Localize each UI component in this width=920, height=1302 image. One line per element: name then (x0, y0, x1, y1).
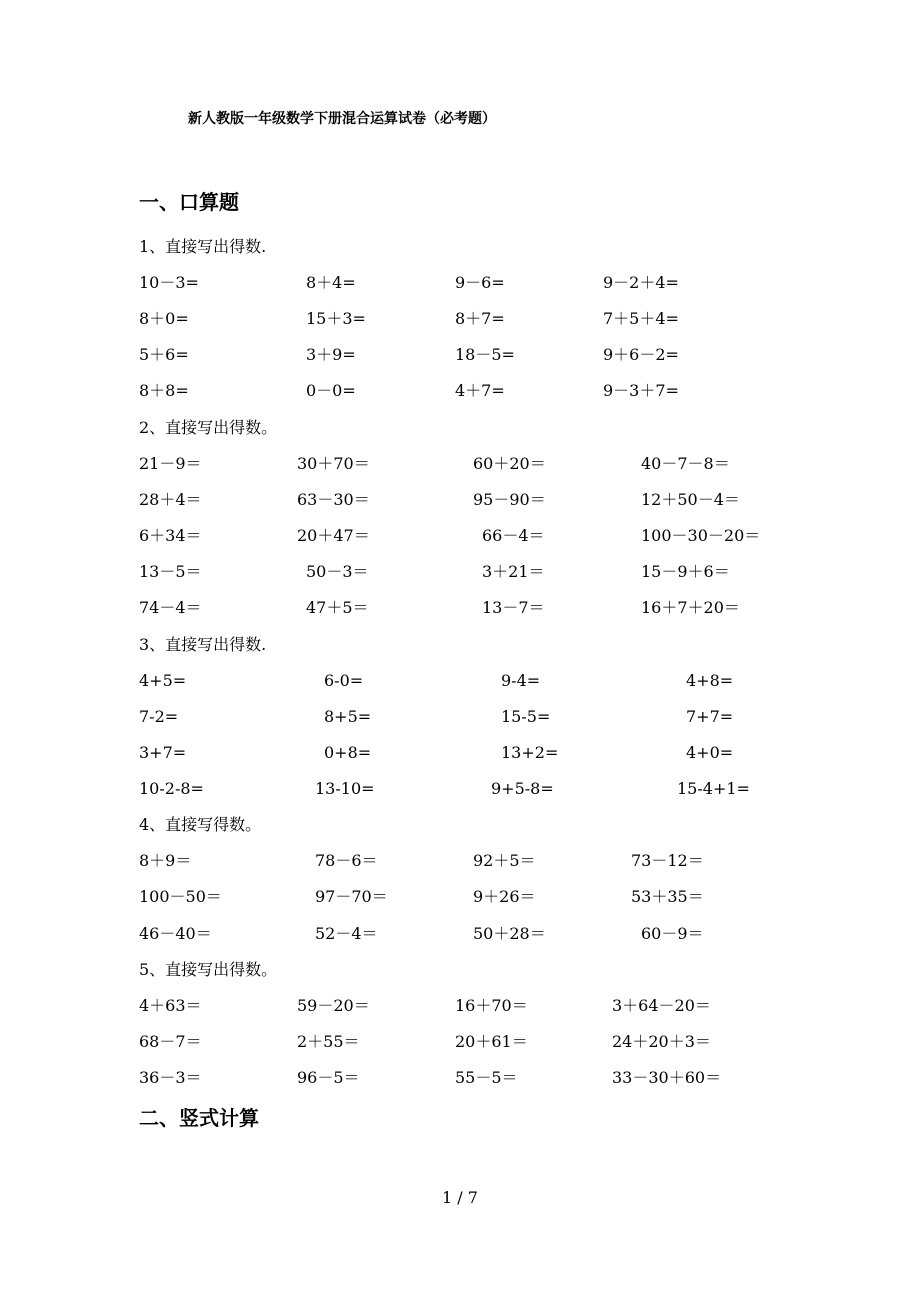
problem-cell: 18－5= (455, 345, 515, 364)
problem-cell: 6＋34＝ (139, 526, 202, 545)
problem-row (0, 309, 920, 329)
problem-cell: 15－9＋6＝ (641, 562, 730, 581)
problem-cell: 28＋4＝ (139, 490, 202, 509)
problem-cell: 8+5= (324, 707, 372, 726)
problem-cell: 46－40＝ (139, 924, 212, 943)
problem-cell: 4+5= (139, 671, 187, 690)
problem-cell: 50－3＝ (306, 562, 369, 581)
page-number: 1 / 7 (442, 1188, 478, 1207)
problem-cell: 21－9＝ (139, 454, 202, 473)
section-heading-oral: 一、口算题 (139, 190, 239, 214)
problem-cell: 92＋5＝ (473, 851, 536, 870)
problem-cell: 63－30＝ (297, 490, 370, 509)
problem-cell: 13+2= (501, 743, 559, 762)
problem-cell: 12＋50－4＝ (641, 490, 740, 509)
problem-cell: 15＋3= (306, 309, 366, 328)
problem-cell: 8＋4= (306, 273, 356, 292)
problem-cell: 16＋70＝ (455, 996, 528, 1015)
problem-cell: 47＋5＝ (306, 598, 369, 617)
problem-row (0, 381, 920, 401)
problem-cell: 59－20＝ (297, 996, 370, 1015)
problem-cell: 8＋8= (139, 381, 189, 400)
problem-cell: 0+8= (324, 743, 372, 762)
problem-cell: 20＋61＝ (455, 1032, 528, 1051)
problem-cell: 53＋35＝ (631, 887, 704, 906)
problem-row (0, 273, 920, 293)
question-1-prompt: 1、直接写出得数. (139, 237, 267, 256)
question-5-prompt: 5、直接写出得数。 (139, 960, 278, 979)
problem-cell: 9+5-8= (491, 779, 554, 798)
problem-cell: 5＋6= (139, 345, 189, 364)
problem-row (0, 743, 920, 763)
document-title: 新人教版一年级数学下册混合运算试卷（必考题） (188, 111, 496, 127)
question-2-prompt: 2、直接写出得数。 (139, 418, 278, 437)
problem-cell: 78－6＝ (315, 851, 378, 870)
problem-cell: 4+0= (686, 743, 734, 762)
problem-cell: 100－50＝ (139, 887, 222, 906)
problem-row (0, 671, 920, 691)
problem-cell: 13－5＝ (139, 562, 202, 581)
problem-row (0, 996, 920, 1016)
question-3-prompt: 3、直接写出得数. (139, 635, 267, 654)
problem-cell: 33－30＋60＝ (612, 1068, 722, 1087)
problem-row (0, 887, 920, 907)
problem-cell: 4＋63＝ (139, 996, 202, 1015)
problem-row (0, 779, 920, 799)
problem-cell: 50＋28＝ (473, 924, 546, 943)
section-heading-vertical: 二、竖式计算 (139, 1106, 259, 1130)
problem-row (0, 598, 920, 618)
problem-cell: 3＋64－20＝ (612, 996, 711, 1015)
problem-cell: 9－3＋7= (603, 381, 679, 400)
problem-cell: 8＋0= (139, 309, 189, 328)
problem-cell: 97－70＝ (315, 887, 388, 906)
problem-cell: 0－0= (306, 381, 356, 400)
question-4-prompt: 4、直接写得数。 (139, 815, 262, 834)
problem-cell: 7+7= (686, 707, 734, 726)
problem-cell: 30＋70＝ (297, 454, 370, 473)
problem-row (0, 851, 920, 871)
problem-cell: 20＋47＝ (297, 526, 370, 545)
problem-row (0, 707, 920, 727)
problem-cell: 7＋5＋4= (603, 309, 679, 328)
problem-cell: 95－90＝ (473, 490, 546, 509)
problem-cell: 52－4＝ (315, 924, 378, 943)
problem-cell: 3+7= (139, 743, 187, 762)
problem-cell: 13－7＝ (482, 598, 545, 617)
problem-cell: 73－12＝ (631, 851, 704, 870)
problem-cell: 3＋21＝ (482, 562, 545, 581)
problem-cell: 9-4= (501, 671, 541, 690)
problem-cell: 13-10= (315, 779, 375, 798)
problem-row (0, 454, 920, 474)
problem-cell: 2＋55＝ (297, 1032, 360, 1051)
problem-cell: 36－3＝ (139, 1068, 202, 1087)
problem-cell: 66－4＝ (482, 526, 545, 545)
problem-cell: 16＋7＋20＝ (641, 598, 740, 617)
problem-cell: 55－5＝ (455, 1068, 518, 1087)
problem-row (0, 490, 920, 510)
problem-row (0, 1068, 920, 1088)
problem-cell: 60－9＝ (641, 924, 704, 943)
problem-cell: 4＋7= (455, 381, 505, 400)
problem-cell: 96－5＝ (297, 1068, 360, 1087)
problem-cell: 15-4+1= (677, 779, 750, 798)
problem-cell: 68－7＝ (139, 1032, 202, 1051)
problem-cell: 10－3= (139, 273, 199, 292)
problem-cell: 8＋7= (455, 309, 505, 328)
problem-cell: 15-5= (501, 707, 551, 726)
problem-cell: 24＋20＋3＝ (612, 1032, 711, 1051)
problem-cell: 74－4＝ (139, 598, 202, 617)
problem-cell: 9－6= (455, 273, 505, 292)
problem-cell: 8＋9＝ (139, 851, 192, 870)
problem-row (0, 924, 920, 944)
problem-row (0, 1032, 920, 1052)
problem-cell: 60＋20＝ (473, 454, 546, 473)
problem-cell: 9＋26＝ (473, 887, 536, 906)
problem-cell: 9－2＋4= (603, 273, 679, 292)
problem-row (0, 526, 920, 546)
problem-row (0, 345, 920, 365)
problem-cell: 100－30－20＝ (641, 526, 761, 545)
problem-cell: 10-2-8= (139, 779, 204, 798)
problem-cell: 6-0= (324, 671, 364, 690)
problem-cell: 40－7－8＝ (641, 454, 730, 473)
problem-row (0, 562, 920, 582)
problem-cell: 9＋6－2= (603, 345, 679, 364)
problem-cell: 7-2= (139, 707, 179, 726)
problem-cell: 4+8= (686, 671, 734, 690)
problem-cell: 3＋9= (306, 345, 356, 364)
